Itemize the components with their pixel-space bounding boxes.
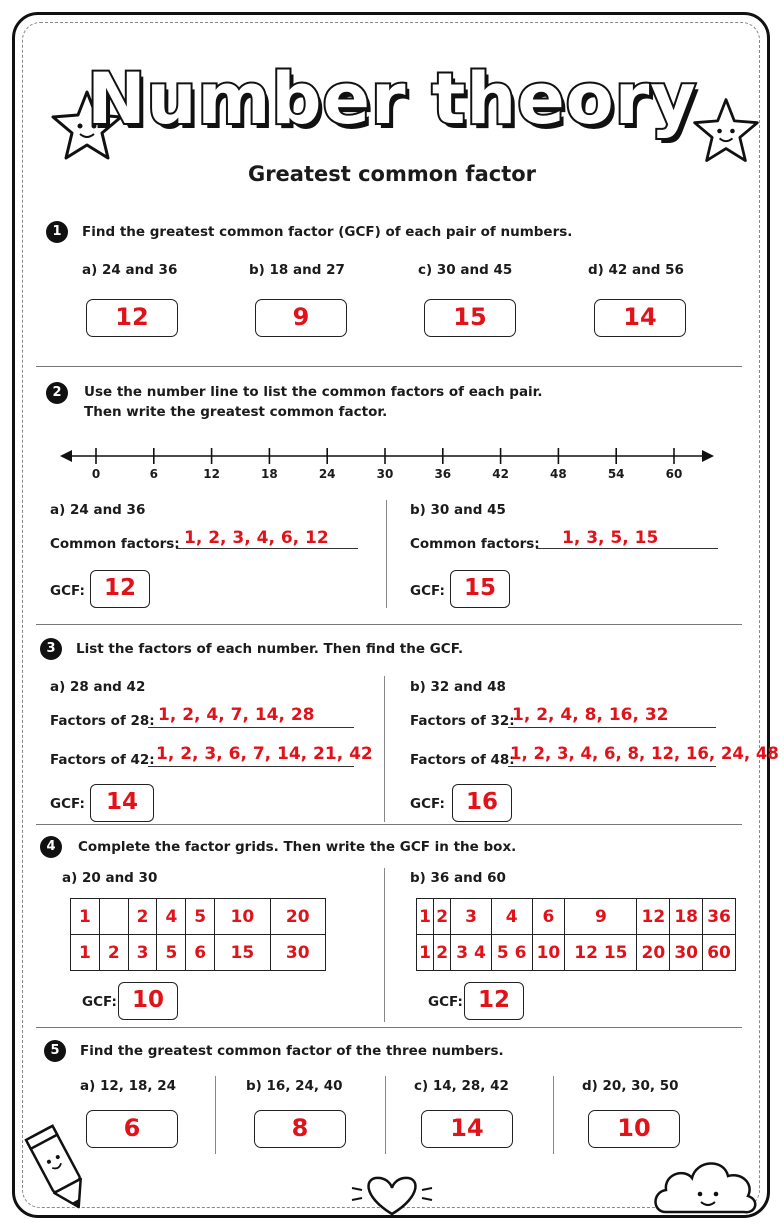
number-line-label: 0 <box>91 467 101 481</box>
problem-label: c) 30 and 45 <box>418 262 513 278</box>
grid-cell[interactable]: 10 <box>215 899 270 935</box>
grid-cell[interactable]: 5 <box>186 899 215 935</box>
gcf-label: GCF: <box>410 796 445 812</box>
problem-label: d) 42 and 56 <box>588 262 684 278</box>
grid-cell[interactable]: 1 <box>71 935 100 971</box>
number-line-label: 42 <box>492 467 509 481</box>
question-number: 5 <box>44 1040 66 1062</box>
grid-cell[interactable]: 2 <box>99 935 128 971</box>
page-border-inner <box>22 22 760 1208</box>
grid-cell[interactable]: 60 <box>703 935 736 971</box>
number-line-label: 24 <box>318 467 336 481</box>
cloud-icon <box>650 1148 762 1218</box>
grid-cell[interactable]: 2 <box>434 899 451 935</box>
gcf-box[interactable]: 14 <box>90 784 154 822</box>
heart-icon <box>342 1170 442 1220</box>
gcf-box[interactable]: 16 <box>452 784 512 822</box>
grid-cell[interactable]: 1 <box>417 935 434 971</box>
factors-answer[interactable]: 1, 2, 4, 7, 14, 28 <box>158 705 315 725</box>
answer-box[interactable]: 14 <box>421 1110 513 1148</box>
pencil-icon <box>24 1120 94 1220</box>
answer-box[interactable]: 10 <box>588 1110 680 1148</box>
number-line-label: 30 <box>376 467 394 481</box>
problem-label: d) 20, 30, 50 <box>582 1078 679 1094</box>
question-number: 1 <box>46 221 68 243</box>
grid-cell[interactable]: 1 <box>71 899 100 935</box>
factors-label: Factors of 32: <box>410 713 515 729</box>
answer-line <box>176 548 358 549</box>
grid-cell[interactable]: 5 6 <box>491 935 532 971</box>
problem-label: a) 24 and 36 <box>82 262 178 278</box>
grid-cell[interactable]: 12 <box>637 899 670 935</box>
gcf-box[interactable]: 15 <box>450 570 510 608</box>
question-number: 2 <box>46 382 68 404</box>
problem-label: a) 28 and 42 <box>50 679 146 695</box>
grid-cell[interactable]: 20 <box>270 899 325 935</box>
answer-line <box>508 766 716 767</box>
grid-cell[interactable]: 1 <box>417 899 434 935</box>
grid-cell[interactable]: 2 <box>128 899 157 935</box>
problem-label: a) 20 and 30 <box>62 870 158 886</box>
question-instruction: List the factors of each number. Then find the GCF. <box>76 641 464 657</box>
section-divider <box>36 824 742 825</box>
page-title: Number theory <box>87 58 697 140</box>
problem-label: b) 36 and 60 <box>410 870 506 886</box>
grid-cell[interactable]: 20 <box>637 935 670 971</box>
grid-cell[interactable]: 30 <box>270 935 325 971</box>
answer-box[interactable]: 9 <box>255 299 347 337</box>
question-number: 4 <box>40 836 62 858</box>
number-line-label: 18 <box>261 467 278 481</box>
number-line-label: 12 <box>203 467 220 481</box>
problem-label: a) 12, 18, 24 <box>80 1078 176 1094</box>
gcf-box[interactable]: 12 <box>464 982 524 1020</box>
question-instruction: Find the greatest common factor of the three numbers. <box>80 1043 504 1059</box>
grid-cell[interactable]: 5 <box>157 935 186 971</box>
grid-cell[interactable]: 15 <box>215 935 270 971</box>
gcf-box[interactable]: 10 <box>118 982 178 1020</box>
answer-box[interactable]: 6 <box>86 1110 178 1148</box>
grid-cell[interactable]: 2 <box>434 935 451 971</box>
answer-box[interactable]: 14 <box>594 299 686 337</box>
grid-cell[interactable]: 6 <box>186 935 215 971</box>
gcf-box[interactable]: 12 <box>90 570 150 608</box>
factor-grid <box>70 898 326 971</box>
column-divider <box>215 1076 216 1154</box>
problem-label: b) 30 and 45 <box>410 502 506 518</box>
problem-label: b) 18 and 27 <box>249 262 345 278</box>
gcf-label: GCF: <box>428 994 463 1010</box>
column-divider <box>384 676 385 822</box>
factors-label: Factors of 48: <box>410 752 515 768</box>
answer-box[interactable]: 12 <box>86 299 178 337</box>
answer-line <box>508 727 716 728</box>
grid-cell[interactable]: 6 <box>532 899 565 935</box>
gcf-label: GCF: <box>50 796 85 812</box>
column-divider <box>386 500 387 608</box>
number-line-label: 60 <box>665 467 683 481</box>
grid-cell[interactable]: 10 <box>532 935 565 971</box>
grid-cell[interactable]: 3 <box>451 899 492 935</box>
problem-label: c) 14, 28, 42 <box>414 1078 509 1094</box>
answer-line <box>148 766 354 767</box>
number-line-label: 54 <box>607 467 625 481</box>
common-factors-label: Common factors: <box>410 536 540 552</box>
answer-box[interactable]: 8 <box>254 1110 346 1148</box>
column-divider <box>384 868 385 1022</box>
factors-label: Factors of 42: <box>50 752 155 768</box>
section-divider <box>36 366 742 367</box>
grid-cell[interactable]: 30 <box>670 935 703 971</box>
common-factors-answer[interactable]: 1, 2, 3, 4, 6, 12 <box>184 528 329 548</box>
factors-answer[interactable]: 1, 2, 3, 6, 7, 14, 21, 42 <box>156 744 373 764</box>
answer-line <box>536 548 718 549</box>
grid-cell[interactable]: 3 <box>128 935 157 971</box>
grid-cell[interactable]: 3 4 <box>451 935 492 971</box>
grid-cell[interactable]: 12 15 <box>565 935 637 971</box>
factors-label: Factors of 28: <box>50 713 155 729</box>
question-instruction: Then write the greatest common factor. <box>84 404 388 420</box>
question-instruction: Use the number line to list the common factors of each pair. <box>84 384 543 400</box>
answer-box[interactable]: 15 <box>424 299 516 337</box>
factors-answer[interactable]: 1, 2, 3, 4, 6, 8, 12, 16, 24, 48 <box>510 744 779 763</box>
common-factors-answer[interactable]: 1, 3, 5, 15 <box>562 528 659 548</box>
grid-cell[interactable] <box>99 899 128 935</box>
answer-line <box>148 727 354 728</box>
grid-cell[interactable]: 4 <box>157 899 186 935</box>
column-divider <box>553 1076 554 1154</box>
grid-cell[interactable]: 18 <box>670 899 703 935</box>
page-subtitle: Greatest common factor <box>247 162 537 186</box>
number-line-label: 36 <box>434 467 452 481</box>
common-factors-label: Common factors: <box>50 536 180 552</box>
question-instruction: Complete the factor grids. Then write the GCF in the box. <box>78 839 517 855</box>
factors-answer[interactable]: 1, 2, 4, 8, 16, 32 <box>512 705 669 725</box>
number-line-label: 6 <box>149 467 158 481</box>
problem-label: a) 24 and 36 <box>50 502 146 518</box>
section-divider <box>36 624 742 625</box>
column-divider <box>385 1076 386 1154</box>
grid-cell[interactable]: 4 <box>491 899 532 935</box>
number-line-label: 48 <box>550 467 567 481</box>
question-number: 3 <box>40 638 62 660</box>
problem-label: b) 16, 24, 40 <box>246 1078 343 1094</box>
factor-grid <box>416 898 736 971</box>
question-instruction: Find the greatest common factor (GCF) of each pair of numbers. <box>82 224 573 240</box>
section-divider <box>36 1027 742 1028</box>
grid-cell[interactable]: 9 <box>565 899 637 935</box>
gcf-label: GCF: <box>410 583 445 599</box>
gcf-label: GCF: <box>50 583 85 599</box>
grid-cell[interactable]: 36 <box>703 899 736 935</box>
gcf-label: GCF: <box>82 994 117 1010</box>
problem-label: b) 32 and 48 <box>410 679 506 695</box>
